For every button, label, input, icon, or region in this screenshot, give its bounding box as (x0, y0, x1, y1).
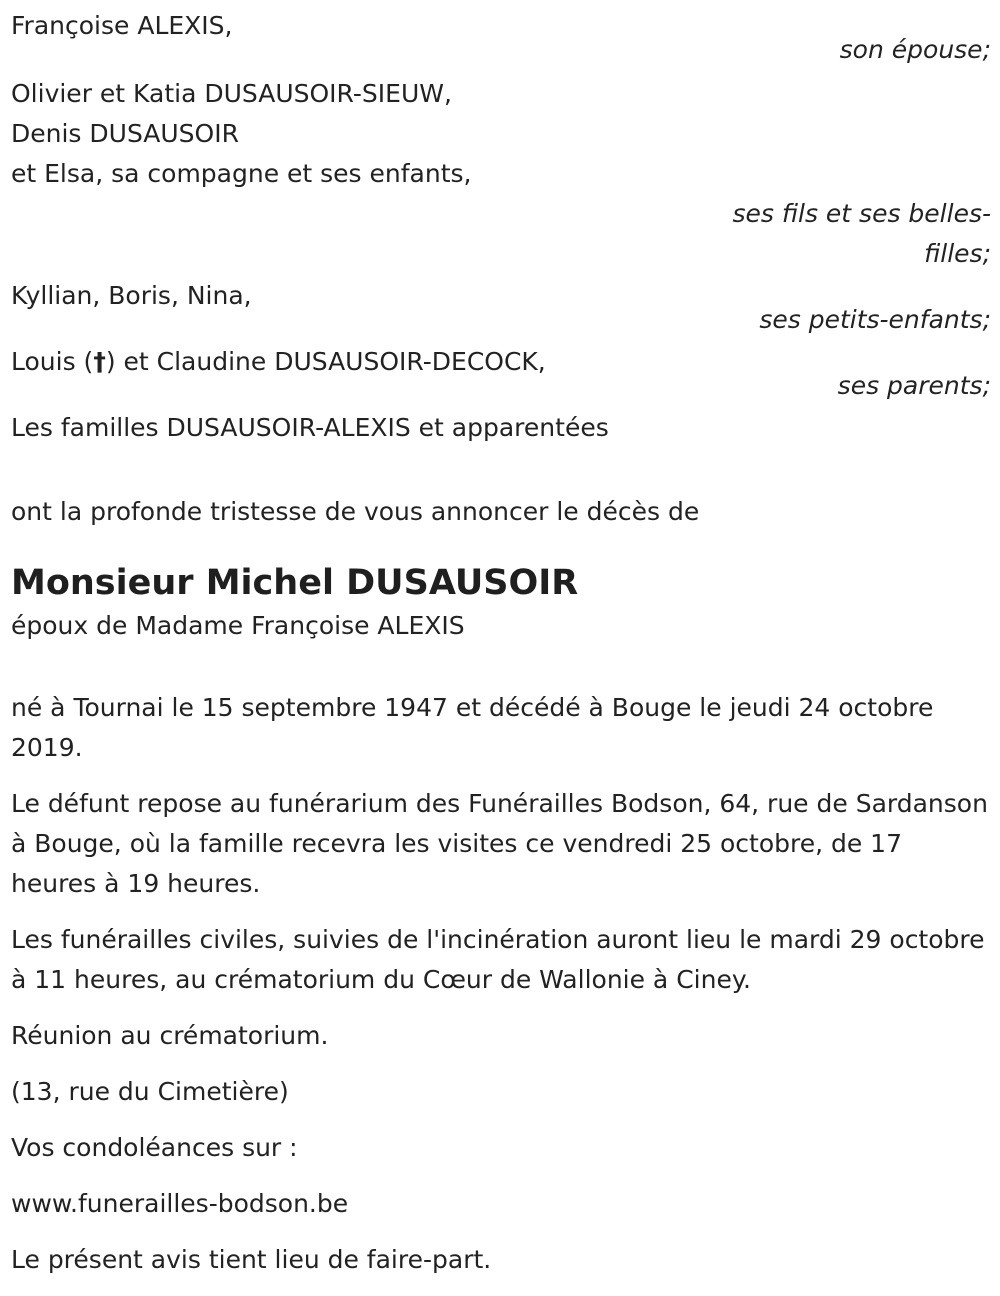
parents-before: Louis ( (11, 347, 94, 376)
family-role: ses parents; (837, 371, 991, 400)
funeral-paragraph: Les funérailles civiles, suivies de l'incinération auront lieu le mardi 29 octobre à 11 heures, au crématorium du Cœur de Wallonie à Ciney. (11, 925, 985, 994)
family-group-children (11, 74, 991, 274)
meeting-text: Réunion au crématorium. (11, 1021, 329, 1050)
deceased-name: Monsieur Michel DUSAUSOIR (11, 563, 579, 603)
family-role: ses petits-enfants; (759, 305, 991, 334)
family-name-line: Les familles DUSAUSOIR-ALEXIS et apparentées (11, 413, 609, 442)
family-name-line: Françoise ALEXIS, (11, 11, 233, 40)
family-name-line: Olivier et Katia DUSAUSOIR-SIEUW, (11, 79, 452, 108)
family-group-parents (11, 342, 991, 406)
family-group-spouse (11, 6, 991, 70)
condolences-label: Vos condoléances sur : (11, 1133, 298, 1162)
deceased-spouse: époux de Madame Françoise ALEXIS (11, 611, 465, 640)
visitation-paragraph: Le défunt repose au funérarium des Funérailles Bodson, 64, rue de Sardanson à Bouge, où la famille recevra les visites ce vendredi 25 octobre, de 17 heures à 19 heures. (11, 789, 988, 898)
parents-after: ) et Claudine DUSAUSOIR-DECOCK, (105, 347, 546, 376)
announcement-text: ont la profonde tristesse de vous annoncer le décès de (11, 497, 700, 526)
family-name-line: Kyllian, Boris, Nina, (11, 281, 252, 310)
family-role: son épouse; (839, 35, 991, 64)
birth-death-paragraph: né à Tournai le 15 septembre 1947 et décédé à Bouge le jeudi 24 octobre 2019. (11, 693, 934, 762)
family-name-line: et Elsa, sa compagne et ses enfants, (11, 159, 472, 188)
address-text: (13, rue du Cimetière) (11, 1077, 289, 1106)
notice-text: Le présent avis tient lieu de faire-part. (11, 1245, 492, 1274)
website-link[interactable]: www.funerailles-bodson.be (11, 1189, 349, 1218)
family-name-line: Denis DUSAUSOIR (11, 119, 239, 148)
family-group-grandchildren (11, 276, 991, 340)
family-role: ses fils et ses belles-filles; (732, 199, 991, 268)
cross-icon: † (93, 347, 106, 376)
obituary-notice (11, 6, 991, 1296)
family-group-relatives (11, 408, 991, 448)
